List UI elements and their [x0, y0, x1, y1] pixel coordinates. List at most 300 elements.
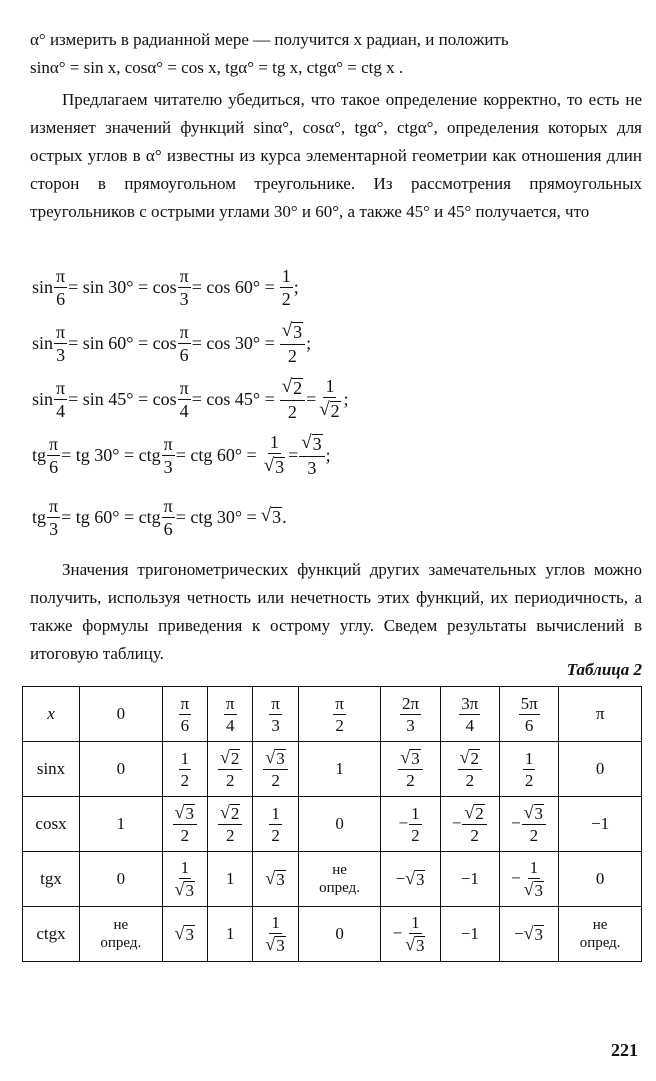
numerator-value: π — [163, 495, 173, 516]
table-cell — [381, 687, 440, 742]
denominator-value: 6 — [524, 715, 534, 735]
sign: − — [514, 924, 524, 943]
table-cell — [381, 742, 440, 797]
numerator-value: 1 — [411, 803, 420, 823]
row-header — [23, 742, 80, 797]
numerator-value — [523, 801, 544, 823]
cell-value: 0 — [335, 814, 344, 833]
radicand: 3 — [415, 935, 425, 955]
numerator-value: 1 — [271, 912, 280, 932]
numerator — [179, 695, 192, 715]
radicand: 2 — [470, 748, 479, 768]
denominator-value: 3 — [307, 457, 317, 478]
numerator-value: 1 — [524, 748, 534, 768]
numerator — [179, 750, 192, 770]
table-cell — [499, 687, 558, 742]
summary-paragraph — [30, 556, 642, 668]
denominator-value: 3 — [406, 715, 415, 735]
denominator — [269, 715, 282, 734]
denominator — [404, 770, 417, 789]
table-cell — [162, 852, 207, 907]
table-cell — [80, 797, 163, 852]
row-header — [23, 907, 80, 962]
radicand: 3 — [185, 803, 194, 823]
denominator — [47, 518, 60, 538]
radicand: 3 — [293, 322, 303, 343]
fraction — [162, 497, 175, 538]
table-cell — [559, 852, 642, 907]
table-cell — [208, 742, 253, 797]
cell-value: −1 — [591, 814, 610, 833]
denominator — [464, 770, 477, 789]
fraction — [523, 750, 536, 789]
table-cell — [208, 797, 253, 852]
numerator-value: 1 — [269, 432, 279, 453]
intro-paragraph — [30, 26, 642, 82]
cell-value: 1 — [335, 759, 344, 778]
denominator — [178, 344, 191, 364]
fraction — [269, 805, 282, 844]
numerator-value: π — [56, 321, 66, 342]
numerator — [522, 801, 546, 826]
numerator-value — [301, 434, 322, 454]
fraction — [173, 801, 197, 846]
denominator — [54, 344, 67, 364]
cell-value: 0 — [595, 869, 605, 888]
numerator — [162, 497, 175, 518]
numerator — [323, 377, 336, 398]
denominator-value: 4 — [225, 715, 235, 735]
table-cell — [298, 852, 381, 907]
denominator-value: 4 — [465, 715, 475, 735]
numerator — [54, 379, 67, 400]
denominator-value — [174, 878, 195, 900]
numerator-value: π — [163, 433, 173, 454]
equation-tail: ; — [293, 276, 299, 297]
denominator — [409, 825, 422, 844]
numerator — [269, 805, 282, 825]
equation-line — [32, 374, 349, 424]
fraction — [263, 914, 287, 955]
numerator — [218, 801, 242, 826]
denominator — [403, 934, 427, 955]
fraction — [403, 914, 427, 955]
fraction — [54, 323, 67, 364]
denominator-value: 3 — [49, 518, 59, 539]
row-label: cosx — [35, 814, 67, 833]
denominator — [269, 825, 282, 844]
fraction — [218, 746, 242, 791]
fraction — [173, 859, 197, 900]
numerator-value — [282, 322, 303, 342]
numerator — [179, 859, 192, 879]
radicand: 3 — [276, 870, 285, 889]
denominator — [178, 288, 191, 308]
table-cell — [253, 797, 298, 852]
table-cell — [559, 687, 642, 742]
cell-value: π — [595, 704, 605, 723]
cell-value: 1 — [225, 924, 235, 943]
denominator — [179, 715, 192, 734]
cell-value: 0 — [116, 704, 126, 723]
function-name: sin — [32, 388, 54, 409]
table-cell — [162, 742, 207, 797]
numerator — [54, 323, 67, 344]
function-name: tg — [32, 506, 47, 527]
table-cell — [253, 742, 298, 797]
denominator-value — [405, 933, 425, 955]
fraction — [224, 695, 237, 734]
table-cell — [381, 907, 440, 962]
numerator — [528, 859, 541, 879]
equation-middle: = ctg 60° = — [175, 444, 257, 465]
table-cell — [208, 687, 253, 742]
equation-middle: = sin 60° = cos — [68, 332, 177, 353]
table-cell — [298, 742, 381, 797]
intro-formula: sinα° = sin x, cosα° = cos x, tgα° = tg x, ctgα° = ctg x . — [30, 58, 404, 77]
row-header — [23, 852, 80, 907]
table-row — [23, 852, 642, 907]
row-label: x — [47, 704, 55, 723]
numerator — [268, 433, 281, 454]
table-cell — [499, 907, 558, 962]
denominator-value — [523, 878, 544, 900]
numerator — [162, 435, 175, 456]
cell-value — [524, 925, 544, 944]
denominator — [224, 770, 237, 789]
equation-middle: = tg 60° = ctg — [61, 506, 161, 527]
fraction — [54, 267, 67, 308]
radicand: 2 — [475, 803, 484, 823]
page-number: 221 — [611, 1040, 638, 1060]
trig-values-table — [22, 686, 642, 962]
numerator — [398, 746, 422, 771]
equation-line — [32, 492, 287, 542]
radicand: 3 — [534, 803, 544, 823]
fraction — [299, 433, 324, 477]
radical-sign: √ — [220, 746, 230, 767]
cell-value — [175, 925, 195, 944]
denominator-value: 6 — [179, 344, 189, 365]
table-cell — [440, 742, 499, 797]
equation-line — [32, 318, 311, 368]
numerator-value: 3π — [461, 693, 479, 713]
radical-sign: √ — [523, 878, 534, 899]
denominator-value: 2 — [470, 826, 479, 846]
radical-sign: √ — [281, 376, 293, 398]
denominator — [178, 400, 191, 420]
intro-line: α° измерить в радианной мере — получится x радиан, и положить — [30, 30, 509, 49]
radicand: 3 — [276, 748, 285, 768]
table-cell — [440, 907, 499, 962]
fraction — [400, 695, 421, 734]
denominator — [333, 715, 346, 734]
table-cell — [253, 687, 298, 742]
denominator — [179, 825, 192, 844]
radical-sign: √ — [281, 320, 293, 342]
numerator-value: π — [225, 693, 235, 713]
cell-value: 1 — [116, 814, 126, 833]
equation-line — [32, 262, 299, 312]
sign: − — [511, 812, 521, 832]
denominator-value: 2 — [465, 771, 475, 791]
numerator — [47, 497, 60, 518]
equation-tail: ; — [343, 388, 349, 409]
denominator — [286, 345, 299, 365]
denominator-value: 2 — [271, 771, 280, 791]
denominator-value: 2 — [335, 715, 344, 735]
table-cell — [381, 852, 440, 907]
radical-sign: √ — [459, 746, 470, 767]
equation-middle: = tg 30° = ctg — [61, 444, 161, 465]
fraction — [398, 746, 422, 791]
numerator-value: 1 — [411, 912, 420, 932]
numerator-value: 1 — [325, 376, 335, 397]
denominator-value: 3 — [271, 715, 280, 735]
numerator — [178, 267, 191, 288]
cell-value: 0 — [335, 924, 344, 943]
numerator — [54, 267, 67, 288]
cell-value: 0 — [116, 759, 126, 778]
denominator-value — [265, 933, 285, 955]
denominator — [224, 825, 237, 844]
cell-value: не опред. — [100, 917, 142, 951]
fraction — [522, 859, 546, 900]
table-caption: Таблица 2 — [566, 660, 642, 679]
cell-value: −1 — [460, 869, 479, 888]
sign: − — [511, 867, 521, 887]
table-cell — [499, 852, 558, 907]
fraction — [262, 433, 287, 477]
denominator-value: 3 — [163, 456, 173, 477]
radicand: 3 — [272, 507, 282, 528]
numerator — [459, 695, 480, 715]
numerator-value: π — [56, 265, 66, 286]
denominator — [523, 770, 536, 789]
denominator — [522, 879, 546, 900]
numerator-value — [282, 378, 303, 398]
table-cell — [162, 907, 207, 962]
table-cell — [499, 742, 558, 797]
numerator-value: 1 — [281, 265, 291, 286]
denominator — [162, 518, 175, 538]
cell-value — [265, 870, 285, 889]
denominator — [464, 715, 477, 734]
table-cell — [80, 687, 163, 742]
row-label: tgx — [40, 869, 62, 888]
fraction — [47, 497, 60, 538]
denominator — [523, 715, 536, 734]
function-name: sin — [32, 276, 54, 297]
sign: − — [395, 869, 406, 888]
table-row — [23, 742, 642, 797]
denominator-value: 2 — [225, 771, 235, 791]
sign: − — [451, 812, 462, 832]
fraction — [458, 746, 482, 791]
denominator — [286, 401, 299, 421]
numerator — [218, 746, 242, 771]
equals-sign: = — [306, 388, 317, 409]
numerator — [458, 746, 482, 771]
denominator — [317, 398, 342, 421]
cell-value — [405, 870, 425, 889]
fraction — [280, 267, 293, 308]
numerator-value — [459, 746, 480, 768]
table-cell — [499, 797, 558, 852]
denominator — [47, 456, 60, 476]
denominator-value: 2 — [271, 825, 280, 845]
numerator — [400, 695, 421, 715]
equals-sign: = — [288, 444, 299, 465]
numerator-value: 1 — [271, 803, 280, 823]
radical-sign: √ — [174, 923, 185, 943]
table-cell — [162, 797, 207, 852]
row-label: sinx — [36, 759, 66, 778]
numerator-value: π — [49, 495, 59, 516]
numerator-value: π — [335, 693, 344, 713]
fraction — [54, 379, 67, 420]
equation-tail: . — [282, 506, 287, 527]
numerator — [280, 321, 305, 345]
fraction — [47, 435, 60, 476]
radicand: 2 — [293, 378, 303, 399]
fraction — [218, 801, 242, 846]
table-cell — [381, 797, 440, 852]
numerator-value — [220, 746, 240, 768]
radicand: 3 — [411, 748, 420, 768]
table-cell — [162, 687, 207, 742]
numerator-value — [464, 801, 484, 823]
radical-sign: √ — [174, 801, 185, 822]
radical-sign: √ — [265, 868, 276, 888]
definition-text: Предлагаем читателю убедиться, что такое определение корректно, то есть не изменяет значений функций sinα°, cosα°, tgα°, ctgα°, определения которых для острых углов в α° известны из курса элементарной геометрии как отношения длин сторон в прямоугольном треугольнике. Из рассмотрения прямоугольных треугольников с острыми углами 30° и 60°, а также 45° и 45° получается, что — [30, 90, 642, 221]
numerator-value — [265, 746, 285, 768]
row-header — [23, 687, 80, 742]
fraction — [317, 377, 342, 421]
definition-paragraph — [30, 86, 642, 226]
radicand: 3 — [276, 935, 285, 955]
radicand: 3 — [534, 925, 544, 944]
numerator-value: 2π — [402, 693, 420, 713]
table-cell — [253, 907, 298, 962]
fraction — [179, 695, 192, 734]
radicand: 2 — [330, 401, 340, 422]
table-row — [23, 797, 642, 852]
fraction — [263, 746, 287, 791]
equation-tail: ; — [325, 444, 331, 465]
fraction — [280, 377, 305, 421]
radical-sign: √ — [265, 933, 276, 954]
cell-value: не опред. — [319, 862, 361, 896]
table-cell — [208, 907, 253, 962]
denominator-value: 2 — [225, 826, 235, 846]
equation-middle: = cos 45° = — [191, 388, 275, 409]
denominator — [173, 879, 197, 900]
numerator-value — [220, 801, 240, 823]
function-name: tg — [32, 444, 47, 465]
denominator — [54, 400, 67, 420]
row-header — [23, 797, 80, 852]
radicand: 2 — [230, 803, 240, 823]
denominator-value: 3 — [56, 344, 66, 365]
numerator-value: π — [271, 693, 280, 713]
equation-line — [32, 430, 331, 480]
denominator — [179, 770, 192, 789]
sign: − — [398, 812, 409, 832]
numerator — [47, 435, 60, 456]
denominator-value: 6 — [49, 456, 59, 477]
denominator — [262, 454, 287, 477]
denominator-value: 6 — [56, 288, 66, 309]
fraction — [280, 321, 305, 365]
denominator-value: 3 — [179, 288, 189, 309]
radical-sign: √ — [174, 878, 185, 899]
fraction — [179, 750, 192, 789]
denominator — [269, 770, 282, 789]
radicand: 2 — [230, 748, 240, 768]
denominator-value: 2 — [411, 825, 420, 845]
result-value — [261, 507, 282, 527]
numerator-value — [174, 801, 195, 823]
table-cell — [559, 907, 642, 962]
table-cell — [253, 852, 298, 907]
function-name: sin — [32, 332, 54, 353]
radicand: 3 — [312, 434, 322, 455]
denominator-value: 2 — [529, 826, 539, 846]
table-cell — [208, 852, 253, 907]
denominator-value: 4 — [56, 400, 66, 421]
table-cell — [440, 687, 499, 742]
table-row — [23, 687, 642, 742]
summary-text: Значения тригонометрических функций других замечательных углов можно получить, используя четность или нечетность этих функций, их периодичность, а также формулы приведения к острому углу. Сведем результаты вычислений в итоговую таблицу. — [30, 560, 642, 663]
denominator-value: 4 — [179, 400, 189, 421]
radical-sign: √ — [319, 399, 330, 421]
fraction — [462, 801, 486, 846]
radicand: 3 — [275, 457, 285, 478]
numerator-value: π — [179, 265, 189, 286]
table-cell — [298, 687, 381, 742]
denominator-value: 2 — [406, 771, 415, 791]
cell-value: −1 — [460, 924, 479, 943]
fraction — [333, 695, 346, 734]
denominator-value — [319, 401, 340, 421]
radical-sign: √ — [464, 801, 475, 822]
radical-sign: √ — [523, 923, 534, 943]
table-cell — [440, 797, 499, 852]
numerator — [269, 695, 282, 715]
table-cell — [80, 742, 163, 797]
radicand: 3 — [185, 925, 194, 944]
fraction — [459, 695, 480, 734]
fraction — [269, 695, 282, 734]
denominator-value: 2 — [281, 288, 291, 309]
numerator-value: 5π — [520, 693, 538, 713]
numerator — [224, 695, 237, 715]
denominator — [468, 825, 481, 844]
numerator-value: 1 — [180, 748, 190, 768]
fraction — [409, 805, 422, 844]
table-cell — [559, 797, 642, 852]
equation-middle: = ctg 30° = — [175, 506, 257, 527]
radicand: 3 — [415, 870, 425, 889]
equation-middle: = cos 30° = — [191, 332, 275, 353]
radical-sign: √ — [301, 432, 312, 454]
radical-sign: √ — [220, 801, 230, 822]
numerator — [178, 379, 191, 400]
numerator — [409, 805, 422, 825]
cell-value: 1 — [225, 869, 235, 888]
equation-tail: ; — [306, 332, 312, 353]
